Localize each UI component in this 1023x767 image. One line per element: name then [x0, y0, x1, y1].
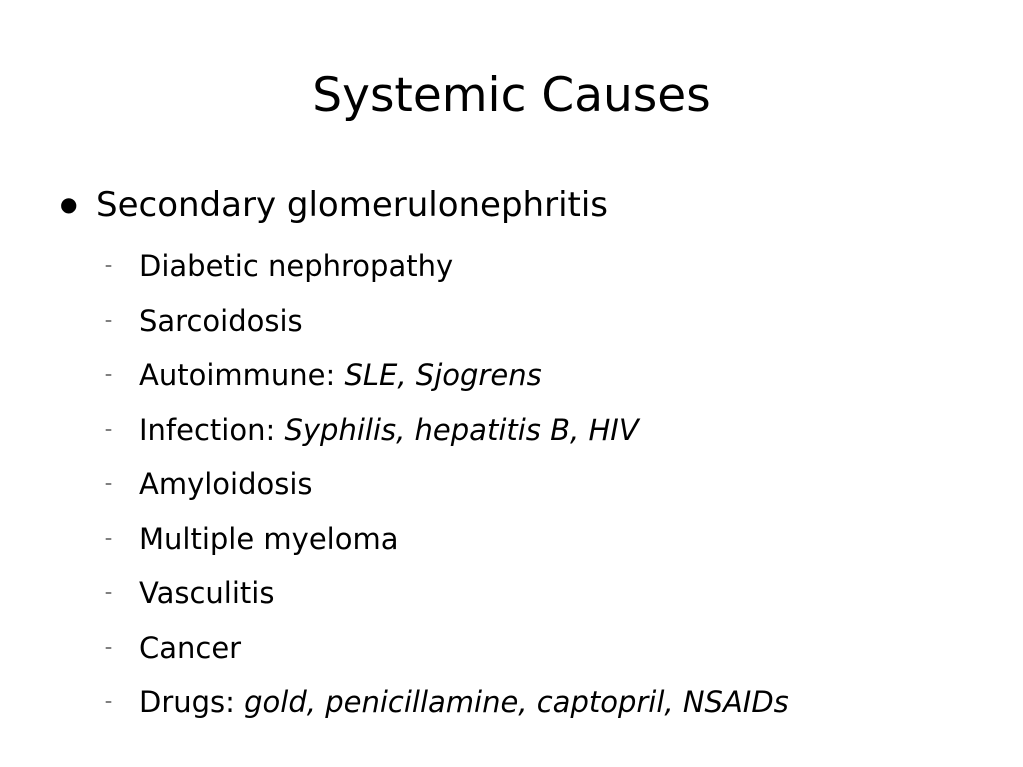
list-item	[105, 680, 789, 735]
dash-icon: –	[105, 639, 112, 656]
list-item	[105, 299, 789, 354]
list-item-text: Diabetic nephropathy	[139, 249, 454, 283]
list-item	[105, 353, 789, 408]
list-item-text: Autoimmune:	[139, 358, 345, 392]
list-item	[105, 571, 789, 626]
list-item	[105, 517, 789, 572]
sub-bullet-list	[105, 244, 789, 735]
list-item-italic: gold, penicillamine, captopril, NSAIDs	[244, 685, 789, 719]
dash-icon: –	[105, 421, 112, 438]
list-item-text: Cancer	[139, 630, 242, 665]
list-item-text: Drugs:	[139, 685, 245, 719]
dash-icon: –	[105, 312, 112, 329]
list-item	[105, 408, 789, 463]
dash-icon: –	[105, 585, 112, 601]
list-item-text: Sarcoidosis	[139, 303, 303, 338]
list-item-text: Multiple myeloma	[139, 521, 399, 556]
list-item-text: Vasculitis	[139, 576, 275, 610]
dash-icon: –	[105, 258, 112, 274]
dash-icon: –	[105, 367, 112, 383]
list-item	[105, 244, 789, 299]
dash-icon: –	[105, 694, 112, 710]
list-item-italic: Syphilis, hepatitis B, HIV	[284, 412, 639, 447]
list-item	[105, 462, 789, 517]
dash-icon: –	[105, 476, 112, 492]
main-bullet	[60, 182, 608, 230]
dash-icon: –	[105, 530, 112, 547]
list-item-italic: SLE, Sjogrens	[344, 358, 542, 392]
list-item-text: Amyloidosis	[139, 467, 313, 501]
bullet-dot-icon: ●	[60, 191, 78, 216]
list-item-text: Infection:	[139, 412, 285, 447]
list-item	[105, 626, 789, 681]
main-bullet-text: Secondary glomerulonephritis	[96, 185, 609, 225]
slide-title: Systemic Causes	[312, 68, 711, 123]
